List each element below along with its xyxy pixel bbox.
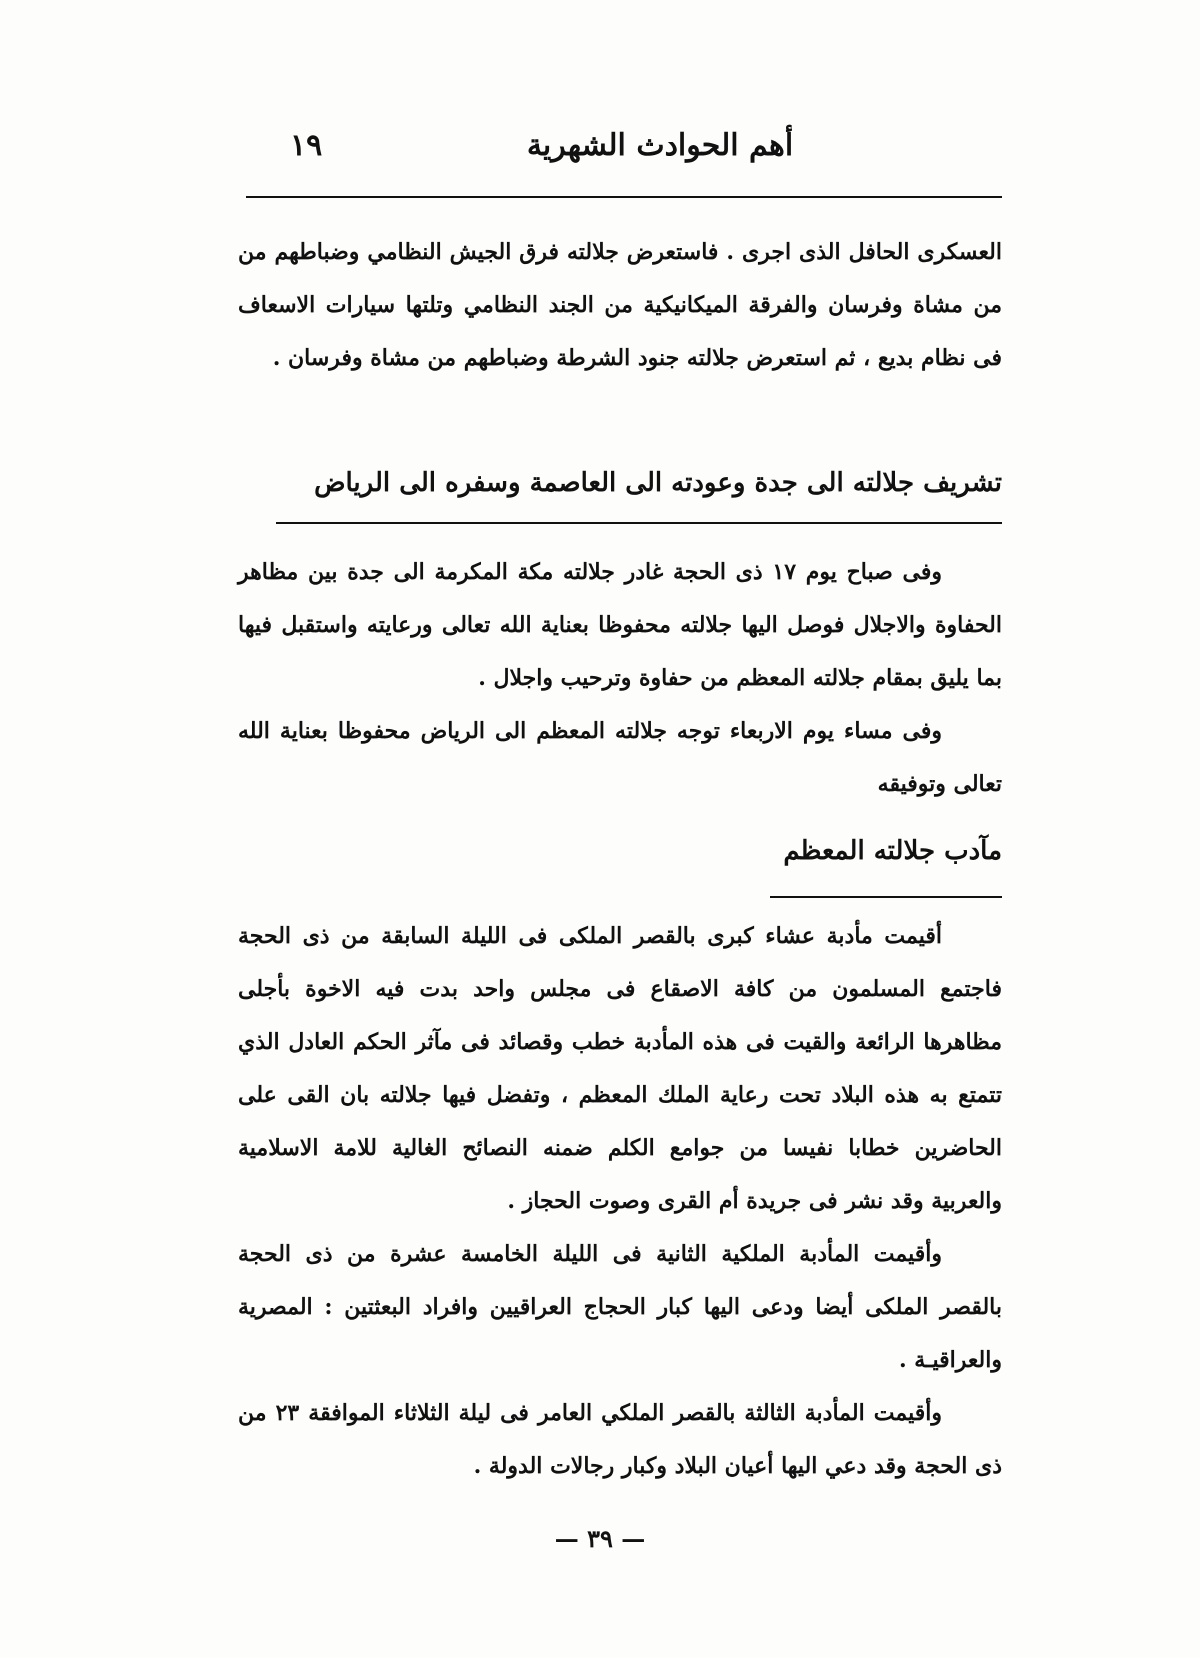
intro-paragraph: العسكرى الحافل الذى اجرى . فاستعرض جلالته فرق الجيش النظامي وضباطهم من من مشاة وفرسان والفرقة الميكانيكية من الجند النظامي وتلتها سيارات الاسعاف فى نظام بديع ، ثم استعرض جلالته جنود الشرطة وضباطهم من مشاة وفرسان .: [238, 239, 1002, 371]
section1-paragraph: وفى مساء يوم الاربعاء توجه جلالته المعظم الى الرياض محفوظا بعناية الله تعالى وتوفيقه: [238, 718, 1002, 797]
header-title: أهم الحوادث الشهرية: [526, 128, 794, 163]
header-rule: [246, 196, 1002, 198]
section1-body: [238, 546, 1002, 811]
section2-paragraph: وأقيمت المأدبة الملكية الثانية فى الليلة الخامسة عشرة من ذى الحجة بالقصر الملكى أيضا ودعى اليها كبار الحجاج العراقيين وافراد البعثتين : المصرية والعراقيـة .: [238, 1241, 1002, 1373]
section2-body: [238, 910, 1002, 1493]
intro-paragraph-block: [238, 226, 1002, 385]
section1-heading: تشريف جلالته الى جدة وعودته الى العاصمة وسفره الى الرياض: [314, 468, 1002, 498]
page-header: [290, 128, 990, 188]
section2-heading-rule: [770, 896, 1002, 898]
section2-paragraph: أقيمت مأدبة عشاء كبرى بالقصر الملكى فى الليلة السابقة من ذى الحجة فاجتمع المسلمون من كافة الاصقاع فى مجلس واحد بدت فيه الاخوة بأجلى مظاهرها الرائعة والقيت فى هذه المأدبة خطب وقصائد فى مآثر الحكم العادل الذي تتمتع به هذه البلاد تحت رعاية الملك المعظم ، وتفضل فيها جلالته بان القى على الحاضرين خطابا نفيسا من جوامع الكلم ضمنه النصائح الغالية للامة الاسلامية والعربية وقد نشر فى جريدة أم القرى وصوت الحجاز .: [238, 923, 1002, 1214]
section1-paragraph: وفى صباح يوم ١٧ ذى الحجة غادر جلالته مكة المكرمة الى جدة بين مظاهر الحفاوة والاجلال فوصل اليها جلالته محفوظا بعناية الله تعالى ورعايته واستقبل فيها بما يليق بمقام جلالته المعظم من حفاوة وترحيب واجلال .: [238, 559, 1002, 691]
section1-heading-rule: [276, 522, 1002, 524]
section2-paragraph: وأقيمت المأدبة الثالثة بالقصر الملكي العامر فى ليلة الثلاثاء الموافقة ٢٣ من ذى الحجة وقد دعي اليها أعيان البلاد وكبار رجالات الدولة .: [238, 1400, 1002, 1479]
footer-page-number: — ٣٩ —: [554, 1524, 646, 1553]
header-page-number: ١٩: [290, 128, 323, 163]
section2-heading: مآدب جلالته المعظم: [783, 836, 1002, 866]
